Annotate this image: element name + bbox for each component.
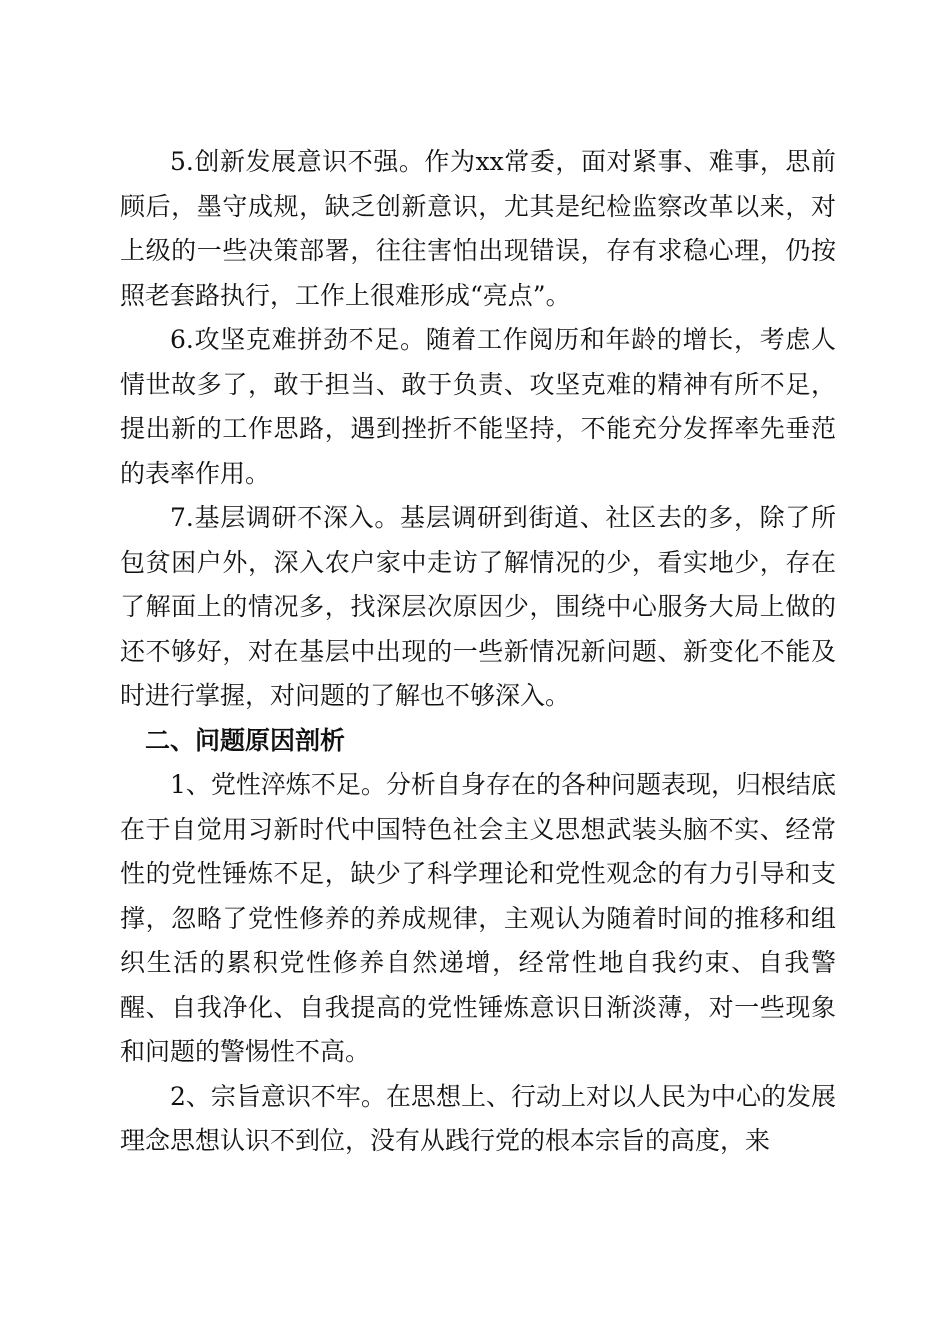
paragraph-tackling-difficulties: 6.攻坚克难拼劲不足。随着工作阅历和年龄的增长，考虑人情世故多了，敢于担当、敢于负责、攻坚克难的精神有所不足，提出新的工作思路，遇到挫折不能坚持，不能充分发挥率先垂范的表率作用。 <box>120 325 836 488</box>
paragraph-innovation: 5.创新发展意识不强。作为xx常委，面对紧事、难事，思前顾后，墨守成规，缺乏创新意识，尤其是纪检监察改革以来，对上级的一些决策部署，往往害怕出现错误，存有求稳心理，仍按照老套路执行，工作上很难形成“亮点”。 <box>120 147 836 310</box>
section-heading: 二、问题原因剖析 <box>145 725 346 755</box>
paragraph-purpose-awareness: 2、宗旨意识不牢。在思想上、行动上对以人民为中心的发展理念思想认识不到位，没有从践行党的根本宗旨的高度，来 <box>120 1081 836 1155</box>
paragraph-grassroots-research: 7.基层调研不深入。基层调研到街道、社区去的多，除了所包贫困户外，深入农户家中走访了解情况的少，看实地少，存在了解面上的情况多，找深层次原因少，围绕中心服务大局上做的还不够好，对在基层中出现的一些新情况新问题、新变化不能及时进行掌握，对问题的了解也不够深入。 <box>120 503 836 710</box>
paragraph-party-spirit: 1、党性淬炼不足。分析自身存在的各种问题表现，归根结底在于自觉用习新时代中国特色社会主义思想武装头脑不实、经常性的党性锤炼不足，缺少了科学理论和党性观念的有力引导和支撑，忽略了党性修养的养成规律，主观认为随着时间的推移和组织生活的累积党性修养自然递增，经常性地自我约束、自我警醒、自我净化、自我提高的党性锤炼意识日渐淡薄，对一些现象和问题的警惕性不高。 <box>120 770 836 1066</box>
document-page <box>120 140 836 1164</box>
